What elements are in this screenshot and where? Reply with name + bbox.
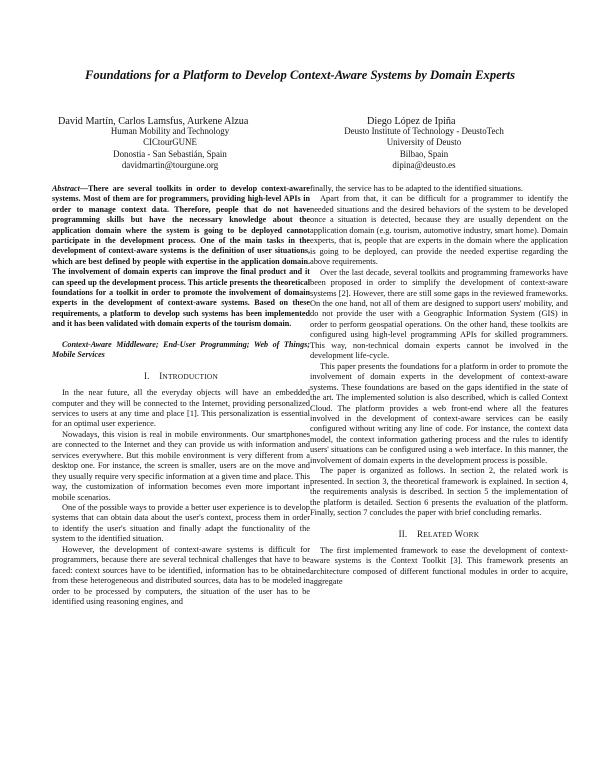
paper-title: Foundations for a Platform to Develop Context-Aware Systems by Domain Experts (84, 68, 516, 82)
author-names-right: Diego López de Ipiña (367, 116, 456, 127)
section-title-rest: ELATED (423, 529, 453, 539)
section-heading-introduction (52, 371, 310, 382)
affiliation-line: CICtourGUNE (143, 137, 197, 148)
left-column (52, 184, 310, 608)
paragraph: This paper presents the foundations for a platform in order to promote the involvement of domain experts in the development of context-aware systems. These foundations are based on the gaps identified in the state of the art. The implemented solution is also described, which is called Context Cloud. The platform provides a web front-end where all the features involved in the development of context-aware services can be easily configured without writing any line of code. For instance, the context data model, the context information gathering process and the rules to identify users' situations can be configured using a web interface. In this manner, the involvement of domain experts in the development process is possible. (310, 361, 568, 465)
paragraph: Apart from that, it can be difficult for a programmer to identify the needed situations and the desired behaviors of the system to be developed once a situation is detected, because they are usually dependent on the application domain (e.g. tourism, automotive industry, smart home). Domain experts, that is, people that are experts in the domain where the application is going to be deployed, can provide the needed expertise regarding the above requirements. (310, 194, 568, 267)
paragraph: finally, the service has to be adapted to the identified situations. (310, 184, 523, 193)
section-title-rest: ORK (463, 529, 480, 539)
section-title-cap: W (454, 528, 464, 539)
paragraph: Over the last decade, several toolkits and programming frameworks have been proposed in order to simplify the development of context-aware systems [2]. However, there are still some gaps in the reviewed frameworks. On the one hand, not all of them are designed to support users' mobility, and do not provide the user with a Geographic Information System (GIS) in order to perform geospatial operations. On the other hand, these toolkits are configured using high-level programming APIs for skilled programmers. This way, non-technical domain experts cannot be involved in the development life-cycle. (310, 267, 568, 361)
section-title-cap: I (159, 370, 163, 381)
right-column (310, 184, 568, 588)
affiliation-left (70, 126, 270, 171)
abstract-label: Abstract (52, 184, 80, 193)
affiliation-right (324, 126, 524, 171)
paragraph: The first implemented framework to ease the development of context-aware systems is the Context Toolkit [3]. This framework presents an architecture composed of different functional modules in order to acquire, aggregate (310, 545, 568, 587)
section-heading-related-work (310, 529, 568, 540)
affiliation-line: Human Mobility and Technology (110, 126, 230, 136)
paragraph: One of the possible ways to provide a better user experience is to develop systems that can obtain data about the user's context, process them in order to identify the user's situation and finally adapt the functionality of the system to the identified situation. (52, 503, 310, 544)
affiliation-line: Deusto Institute of Technology - DeustoTech (344, 126, 504, 136)
affiliation-line: Donostia - San Sebastián, Spain (113, 148, 227, 159)
affiliation-line: University of Deusto (386, 137, 462, 148)
author-email: davidmartin@tourgune.org (121, 159, 219, 170)
abstract (52, 184, 310, 330)
paragraph: Nowadays, this vision is real in mobile environments. Our smartphones are connected to the Internet and they can provide us with information and services everywhere. But this mobile environment is very different from a desktop one. For instance, the screen is smaller, users are on the move and they usually require very specific information at a given time and place. This way, the customization of information becomes even more important in mobile scenarios. (52, 429, 310, 502)
section-number: I. (144, 370, 150, 381)
keywords: Context-Aware Middleware; End-User Programming; Web of Things; Mobile Services (52, 339, 310, 360)
author-email: dipina@deusto.es (392, 159, 456, 170)
section-title-cap: R (417, 528, 424, 539)
paragraph: However, the development of context-aware systems is difficult for programmers, because there are several technical challenges that have to be faced: context sources have to be identified, information has to be obtained from these heterogeneous and distributed sources, data has to be modeled in order to be processed by computers, the situation of the user has to be identified using reasoning engines, and (52, 544, 310, 607)
abstract-text: —There are several toolkits in order to develop context-aware systems. Most of them are for programmers, providing high-level APIs in order to manage context data. Therefore, people that do not have programming skills but have the necessary knowledge about the application domain where the system is going to be deployed cannot participate in the development process. One of the main tasks in the development of context-aware systems is the definition of user situations, which are best defined by people with expertise in the application domain. The involvement of domain experts can improve the final product and it can speed up the development process. This article presents the theoretical foundations for a toolkit in order to promote the involvement of domain experts in the development of context-aware systems. Based on these requirements, a platform to develop such systems has been implemented and it has been validated with domain experts of the tourism domain. (52, 184, 310, 329)
paragraph: In the near future, all the everyday objects will have an embedded computer and they will be connected to the Internet, providing personalized services to users at any time and place [1]. This personalization is essential for an optimal user experience. (52, 388, 310, 429)
affiliation-line: Bilbao, Spain (399, 148, 449, 159)
section-number: II. (398, 528, 408, 539)
author-names-left: David Martín, Carlos Lamsfus, Aurkene Alzua (58, 116, 249, 127)
section-title-rest: NTRODUCTION (162, 371, 218, 381)
paragraph: The paper is organized as follows. In section 2, the related work is presented. In section 3, the theoretical framework is explained. In section 4, the requirements analysis is described. In section 5 the implementation of the platform is detailed. Section 6 presents the evaluation of the platform. Finally, section 7 concludes the paper with brief concluding remarks. (310, 466, 568, 518)
